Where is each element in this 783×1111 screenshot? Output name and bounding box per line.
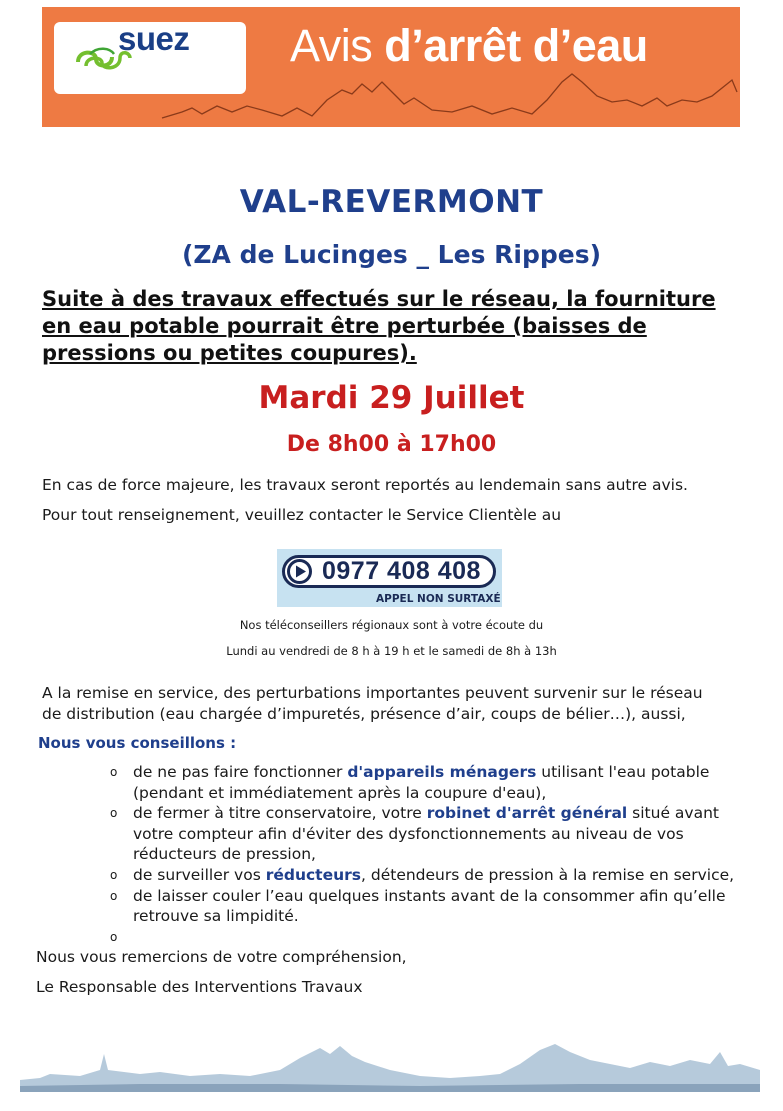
title-bold: d’arrêt d’eau bbox=[384, 20, 648, 71]
bullet-marker: o bbox=[110, 765, 118, 779]
bullet-marker: o bbox=[110, 929, 118, 944]
commune-name: VAL-REVERMONT bbox=[239, 184, 544, 220]
list-item bbox=[100, 762, 740, 803]
interruption-hours: De 8h00 à 17h00 bbox=[286, 432, 497, 457]
play-icon bbox=[287, 559, 312, 584]
advice-highlight: réducteurs bbox=[265, 865, 362, 884]
footer-skyline-decoration bbox=[20, 1040, 760, 1092]
list-item bbox=[100, 865, 740, 886]
force-majeure-text: En cas de force majeure, les travaux seront reportés au lendemain sans autre avis. bbox=[42, 476, 688, 494]
bullet-marker: o bbox=[110, 867, 118, 882]
advice-list bbox=[100, 762, 740, 947]
restoration-warning: A la remise en service, des perturbations importantes peuvent survenir sur le réseau de distribution (eau chargée d’impuretés, présence d’air, coups de bélier…), aussi, bbox=[42, 684, 703, 723]
advice-heading: Nous vous conseillons : bbox=[38, 734, 237, 752]
title-light: Avis bbox=[290, 20, 385, 71]
phone-number[interactable]: 0977 408 408 bbox=[322, 557, 481, 585]
list-item bbox=[100, 803, 740, 865]
advice-text: utilisant l'eau potable (pendant et immédiatement après la coupure d'eau), bbox=[133, 763, 710, 802]
contact-text: Pour tout renseignement, veuillez contacter le Service Clientèle au bbox=[42, 506, 562, 524]
signature-text: Le Responsable des Interventions Travaux bbox=[36, 978, 363, 996]
thanks-text: Nous vous remercions de votre compréhension, bbox=[36, 948, 407, 966]
page-title bbox=[290, 20, 648, 72]
phone-tag: APPEL NON SURTAXÉ bbox=[376, 593, 501, 605]
advice-highlight: d'appareils ménagers bbox=[347, 763, 537, 781]
interruption-date: Mardi 29 Juillet bbox=[258, 380, 525, 416]
advice-text: de ne pas faire fonctionner bbox=[133, 763, 348, 781]
works-notice: Suite à des travaux effectués sur le réseau, la fourniture en eau potable pourrait être perturbée (baisses de pressions ou petites coupures). bbox=[42, 287, 716, 365]
advice-highlight: robinet d'arrêt général bbox=[426, 804, 628, 823]
suez-logo-text: suez bbox=[118, 20, 190, 57]
advice-text: situé avant votre compteur afin d'éviter des dysfonctionnements au niveau de vos réducteurs de pression, bbox=[133, 804, 719, 864]
advisors-text: Nos téléconseillers régionaux sont à votre écoute du bbox=[239, 618, 544, 632]
zone-name: (ZA de Lucinges _ Les Rippes) bbox=[181, 240, 602, 269]
list-item bbox=[100, 886, 740, 927]
advice-text: , détendeurs de pression à la remise en service, bbox=[361, 865, 735, 884]
advice-text: de laisser couler l’eau quelques instants avant de la consommer afin qu’elle retrouve sa limpidité. bbox=[133, 886, 726, 926]
list-item bbox=[100, 927, 740, 947]
advice-text: de surveiller vos bbox=[133, 865, 266, 884]
advice-text: de fermer à titre conservatoire, votre bbox=[133, 804, 427, 823]
bullet-marker: o bbox=[110, 806, 118, 821]
opening-hours: Lundi au vendredi de 8 h à 19 h et le samedi de 8h à 13h bbox=[226, 644, 557, 658]
bullet-marker: o bbox=[110, 888, 118, 903]
